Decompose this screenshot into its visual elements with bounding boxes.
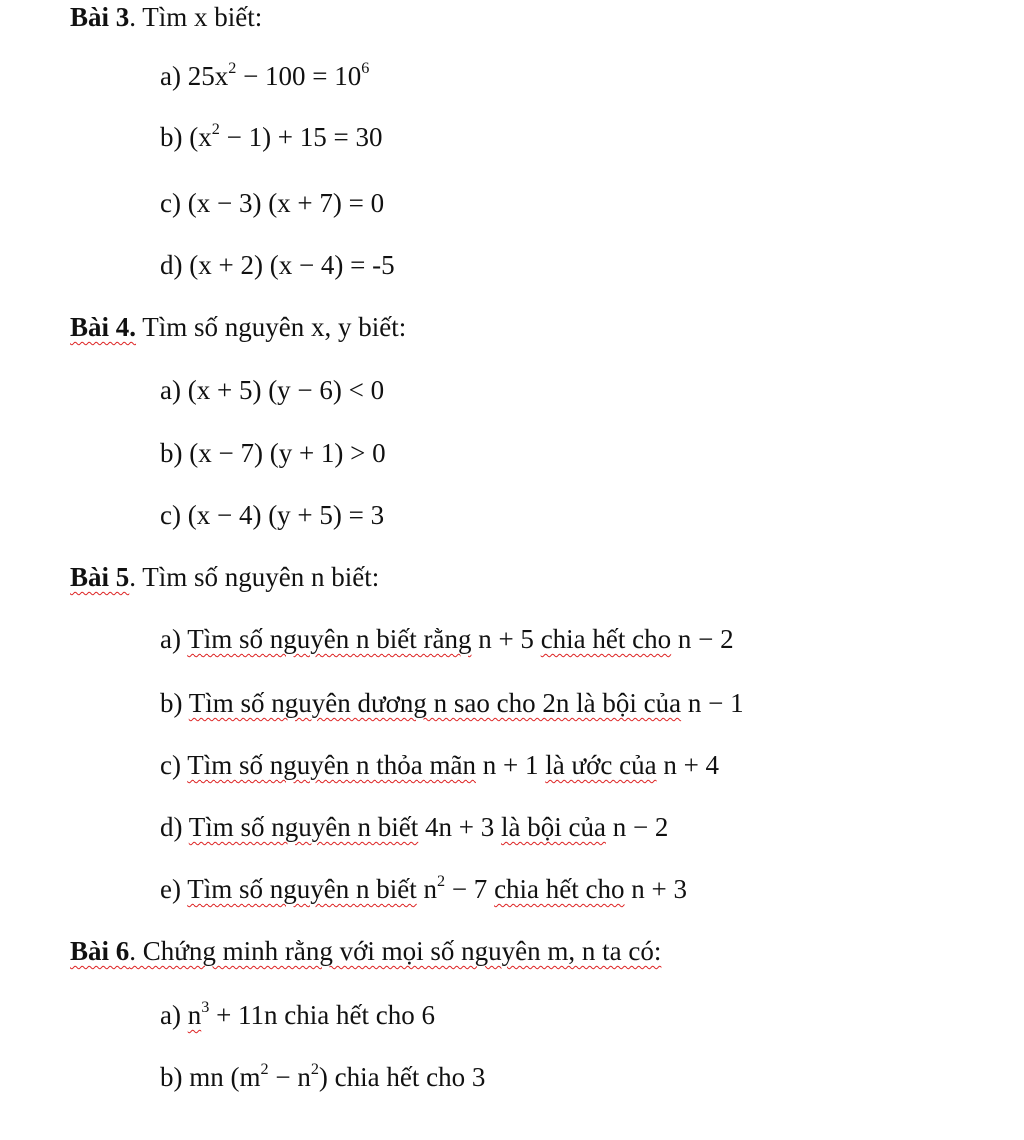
item-label: e) <box>160 874 181 904</box>
equation: (x + 2) (x − 4) = -5 <box>189 250 395 280</box>
bai5-item-a: a) Tìm số nguyên n biết rằng n + 5 chia hết cho n − 2 <box>160 624 734 654</box>
bai4-item-c <box>160 498 384 532</box>
bai4-item-a <box>160 373 384 407</box>
equation: (x − 3) (x + 7) = 0 <box>187 188 385 218</box>
item-text: Tìm số nguyên n biết <box>188 812 419 842</box>
item-label: a) <box>160 624 181 654</box>
item-label: b) <box>160 1062 183 1092</box>
inequality: (x + 5) (y − 6) < 0 <box>187 375 385 405</box>
bai3-number: Bài 3 <box>70 2 130 32</box>
item-text: Tìm số nguyên n thỏa mãn <box>187 750 476 780</box>
item-label: a) <box>160 1000 181 1030</box>
item-label: b) <box>160 122 183 152</box>
bai3-heading <box>70 0 262 34</box>
bai4-number: Bài 4. <box>70 312 137 342</box>
bai3-item-a <box>160 59 369 93</box>
bai5-item-c: c) Tìm số nguyên n thỏa mãn n + 1 là ước của n + 4 <box>160 750 720 780</box>
bai4-heading <box>70 310 406 344</box>
bai5-item-b: b) Tìm số nguyên dương n sao cho 2n là bội của n − 1 <box>160 688 744 718</box>
bai3-item-b <box>160 120 383 154</box>
item-label: d) <box>160 812 183 842</box>
item-label: d) <box>160 250 183 280</box>
inequality: (x − 7) (y + 1) > 0 <box>189 438 386 468</box>
bai4-item-b <box>160 436 386 470</box>
bai5-heading <box>70 560 379 594</box>
bai5-item-d: d) Tìm số nguyên n biết 4n + 3 là bội của n − 2 <box>160 812 669 842</box>
bai5-title: . Tìm số nguyên n biết: <box>129 562 380 592</box>
bai3-item-c <box>160 186 384 220</box>
statement: mn $(m^2 - n^2)$ chia hết cho 3 <box>189 1060 486 1092</box>
bai5-item-e: e) Tìm số nguyên n biết $n^2 - 7$ chia hết cho n + 3 <box>160 872 687 904</box>
bai6-heading <box>70 934 661 968</box>
item-text: Tìm số nguyên n biết <box>187 874 417 904</box>
bai4-title: Tìm số nguyên x, y biết: <box>136 312 407 342</box>
bai6-number: Bài 6 <box>70 936 130 966</box>
bai6-title: . Chứng minh rằng với mọi số nguyên m, n ta có: <box>129 936 662 966</box>
bai6-item-b <box>160 1060 485 1094</box>
item-label: c) <box>160 750 181 780</box>
equation: $25x^2 - 100 = 10^6$ <box>187 59 370 91</box>
statement: $n^3 + 11n$ chia hết cho 6 <box>187 998 435 1030</box>
item-label: b) <box>160 438 183 468</box>
equation: (x − 4) (y + 5) = 3 <box>187 500 385 530</box>
bai3-title: . Tìm x biết: <box>129 2 263 32</box>
item-label: b) <box>160 688 183 718</box>
bai5-number: Bài 5 <box>70 562 130 592</box>
bai3-item-d <box>160 248 395 282</box>
item-label: a) <box>160 61 181 91</box>
item-label: c) <box>160 500 181 530</box>
item-text: Tìm số nguyên dương n sao cho 2n là bội của <box>188 688 682 718</box>
bai6-item-a <box>160 998 435 1032</box>
item-label: a) <box>160 375 181 405</box>
item-label: c) <box>160 188 181 218</box>
equation: $(x^2 - 1) + 15 = 30$ <box>189 120 383 152</box>
item-text: Tìm số nguyên n biết rằng <box>187 624 472 654</box>
